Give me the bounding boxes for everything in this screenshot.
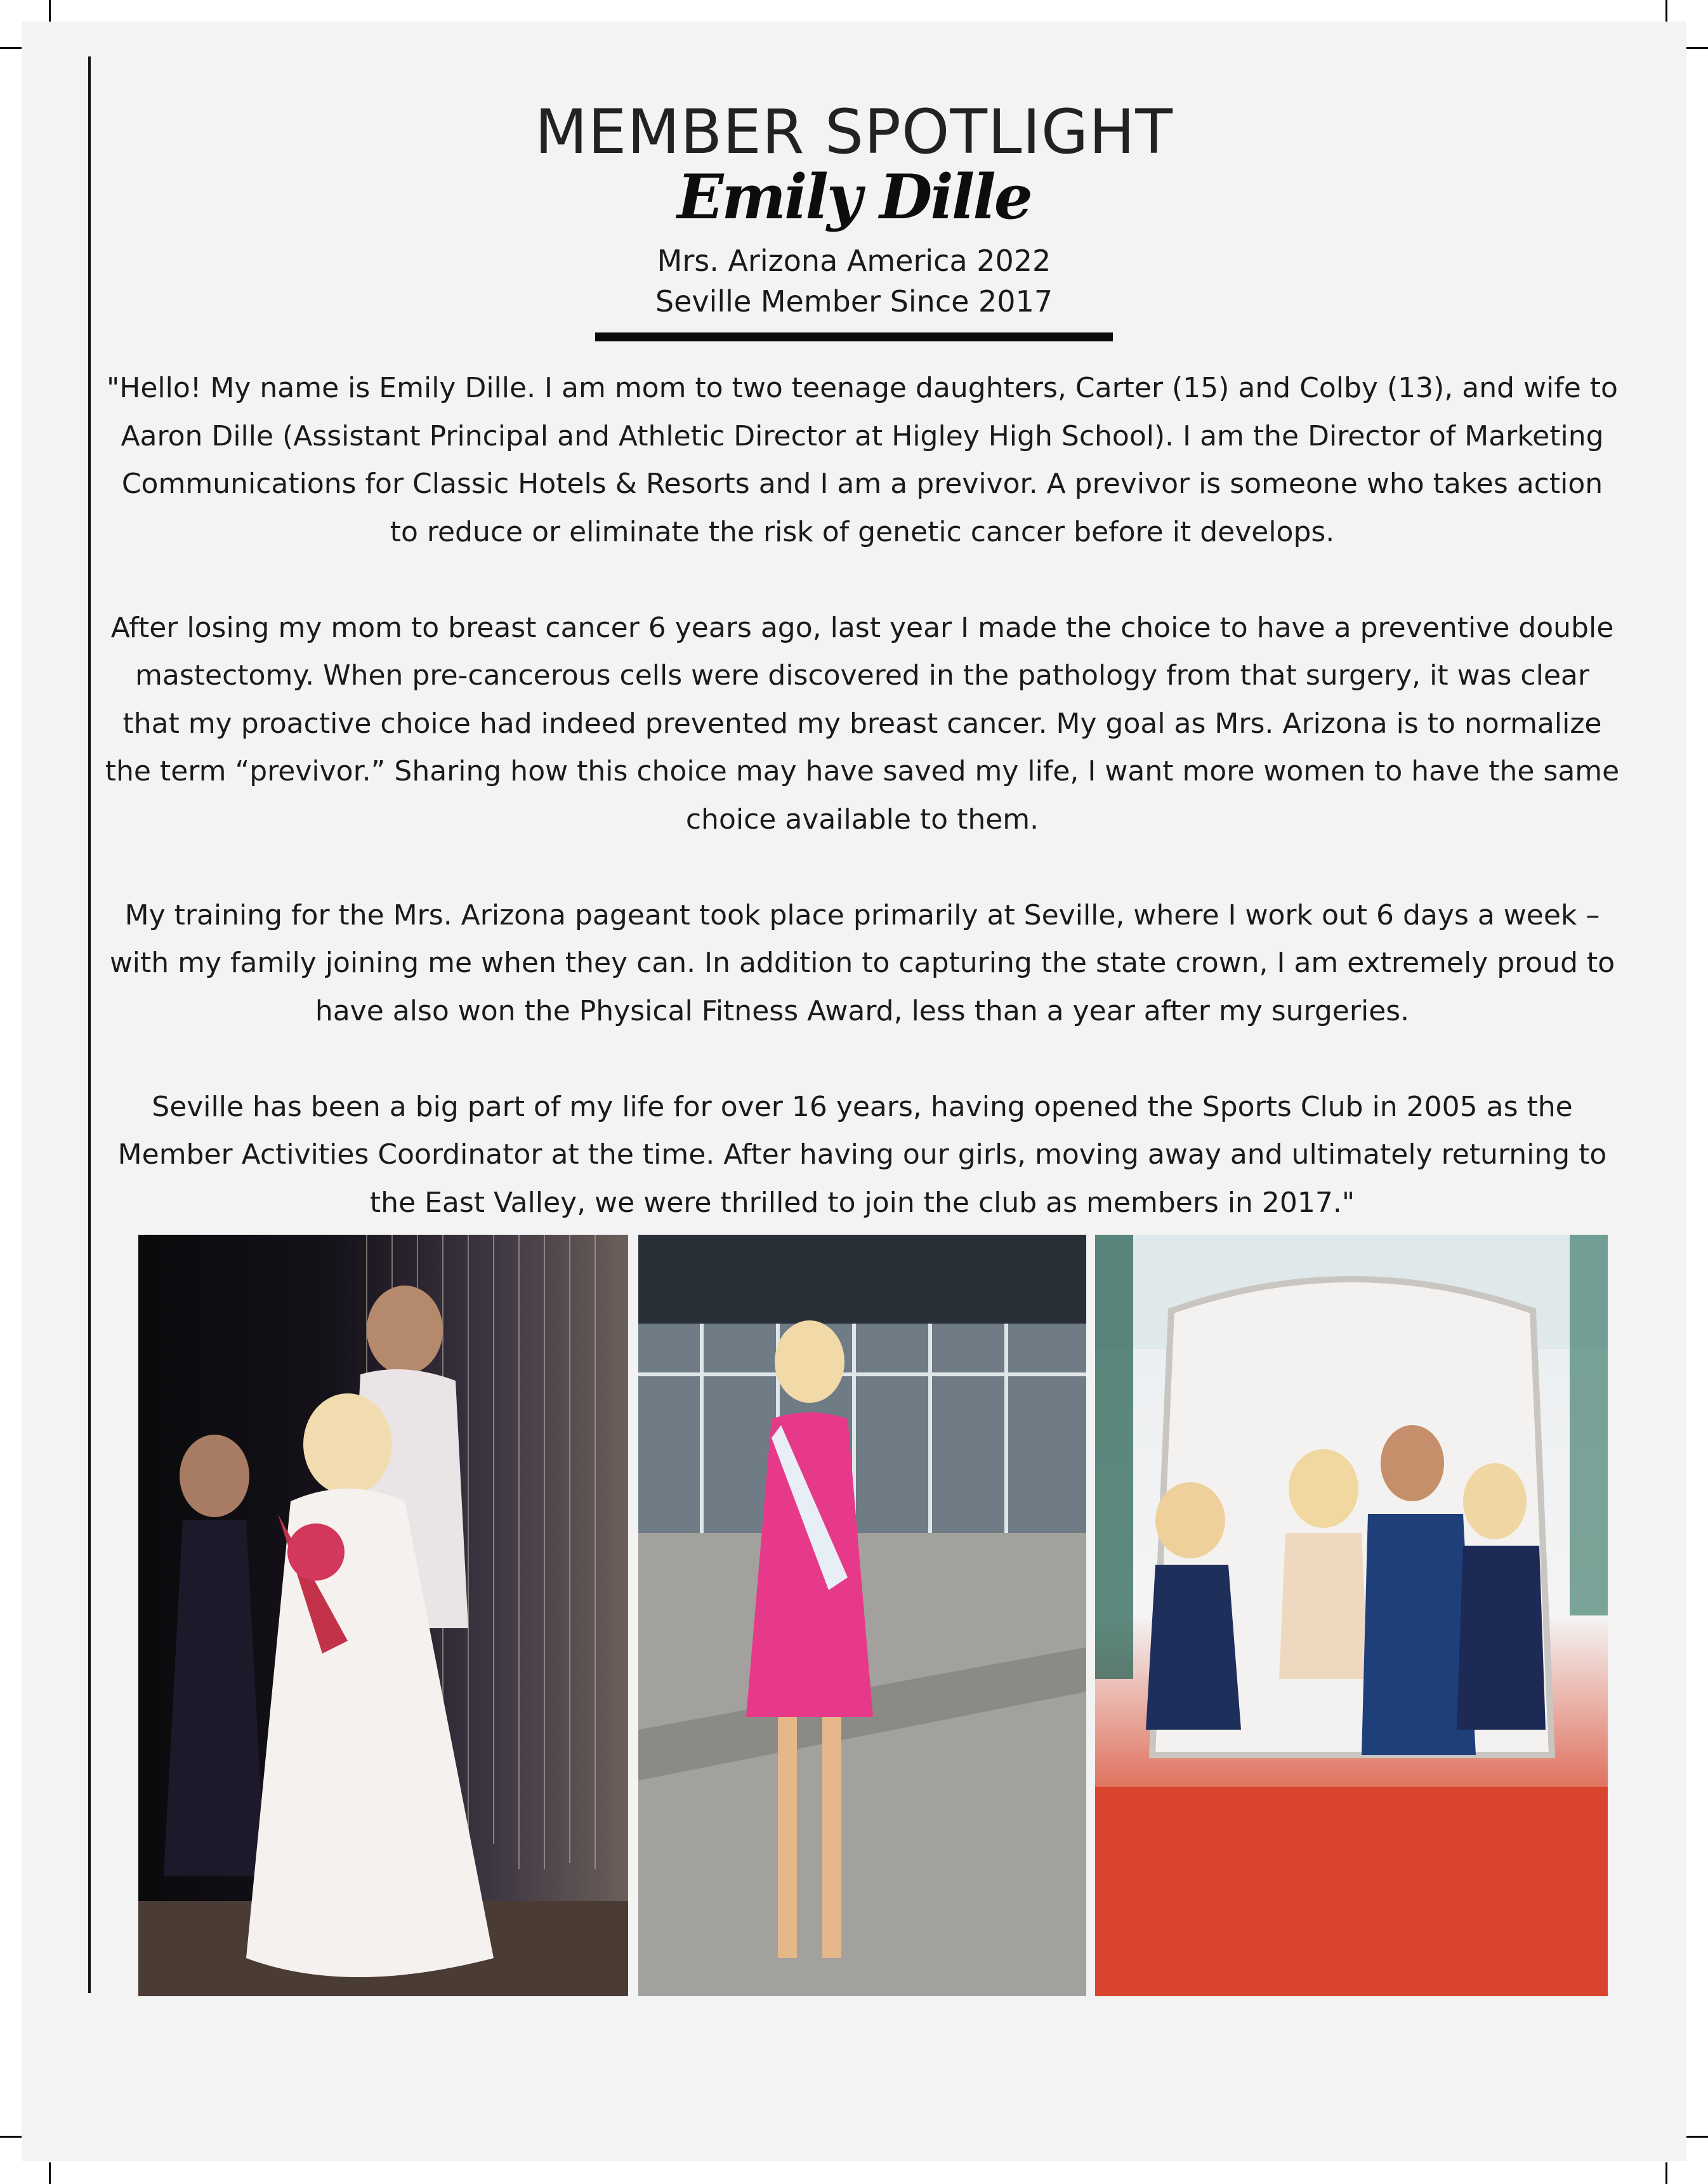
member-name: Emily Dille (677, 161, 1031, 233)
crop-mark (1665, 2162, 1667, 2184)
crop-mark (1665, 0, 1667, 22)
photo-sash-pink-dress (638, 1235, 1086, 1996)
crop-mark (0, 2136, 22, 2138)
left-vertical-rule (88, 56, 91, 1993)
paragraph: "Hello! My name is Emily Dille. I am mom to two teenage daughters, Carter (15) and Colby (13), and wife to Aaron Dille (Assistant Principal and Athletic Director at Higley High School). I am the Director of Marketing Communications for Classic Hotels & Resorts and I am a previvor. A previvor is someone who takes action to reduce or eliminate the risk of genetic cancer before it develops. (107, 372, 1618, 548)
crop-mark (0, 47, 22, 49)
photo-family-throne (1095, 1235, 1608, 1996)
crop-mark (49, 0, 51, 22)
photo-crowning (138, 1235, 628, 1996)
crop-mark (49, 2162, 51, 2184)
article-body (104, 364, 1620, 1227)
page-sheet (22, 22, 1686, 2161)
member-title: Mrs. Arizona America 2022 (657, 244, 1051, 278)
crop-mark (1686, 47, 1708, 49)
member-since: Seville Member Since 2017 (655, 284, 1053, 319)
paragraph: My training for the Mrs. Arizona pageant took place primarily at Seville, where I work out 6 days a week – with my family joining me when they can. In addition to capturing the state crown, I am extremely proud to have also won the Physical Fitness Award, less than a year after my surgeries. (109, 898, 1615, 1027)
crop-mark (1686, 2136, 1708, 2138)
section-kicker: MEMBER SPOTLIGHT (534, 96, 1174, 168)
paragraph: Seville has been a big part of my life for over 16 years, having opened the Sports Club in 2005 as the Member Activities Coordinator at the time. After having our girls, moving away and ultimately returning to the East Valley, we were thrilled to join the club as members in 2017." (117, 1090, 1607, 1219)
paragraph: After losing my mom to breast cancer 6 years ago, last year I made the choice to have a preventive double mastectomy. When pre-cancerous cells were discovered in the pathology from that surgery, it was clear that my proactive choice had indeed prevented my breast cancer. My goal as Mrs. Arizona is to normalize the term “previvor.” Sharing how this choice may have saved my life, I want more women to have the same choice available to them. (105, 611, 1620, 836)
header-divider (595, 332, 1113, 341)
